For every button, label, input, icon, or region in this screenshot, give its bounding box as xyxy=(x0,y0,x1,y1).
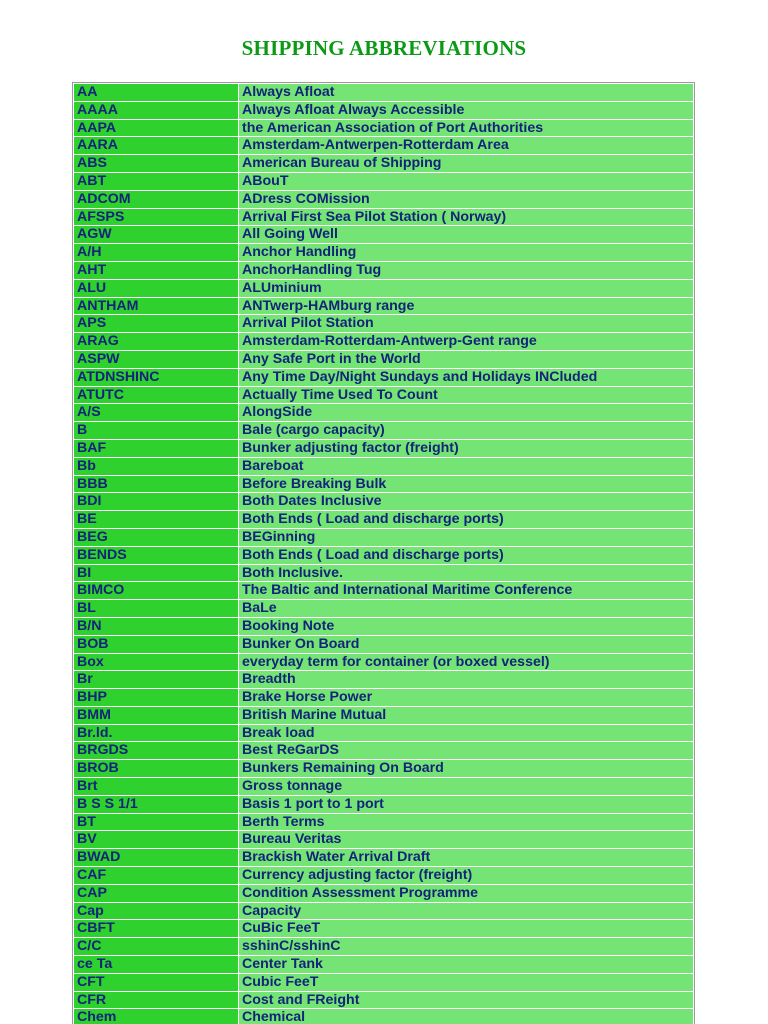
table-row xyxy=(74,404,693,421)
abbreviation-cell: B/N xyxy=(74,618,238,635)
table-row xyxy=(74,831,693,848)
abbreviations-table-body xyxy=(74,84,693,1024)
abbreviation-cell: ARAG xyxy=(74,333,238,350)
meaning-cell: Actually Time Used To Count xyxy=(239,387,693,404)
abbreviation-cell: ABS xyxy=(74,155,238,172)
abbreviation-cell: BEG xyxy=(74,529,238,546)
meaning-cell: Best ReGarDS xyxy=(239,742,693,759)
table-row xyxy=(74,226,693,243)
meaning-cell: Brake Horse Power xyxy=(239,689,693,706)
table-row xyxy=(74,440,693,457)
abbreviation-cell: B xyxy=(74,422,238,439)
table-row xyxy=(74,689,693,706)
abbreviation-cell: Chem xyxy=(74,1009,238,1024)
table-row xyxy=(74,458,693,475)
meaning-cell: the American Association of Port Authorities xyxy=(239,120,693,137)
meaning-cell: Arrival First Sea Pilot Station ( Norway) xyxy=(239,209,693,226)
meaning-cell: Bunkers Remaining On Board xyxy=(239,760,693,777)
table-row xyxy=(74,173,693,190)
table-row xyxy=(74,387,693,404)
abbreviation-cell: A/H xyxy=(74,244,238,261)
meaning-cell: Both Inclusive. xyxy=(239,565,693,582)
table-row xyxy=(74,671,693,688)
meaning-cell: Capacity xyxy=(239,903,693,920)
meaning-cell: ANTwerp-HAMburg range xyxy=(239,298,693,315)
abbreviation-cell: BAF xyxy=(74,440,238,457)
meaning-cell: Break load xyxy=(239,725,693,742)
table-row xyxy=(74,511,693,528)
meaning-cell: Amsterdam-Rotterdam-Antwerp-Gent range xyxy=(239,333,693,350)
table-row xyxy=(74,654,693,671)
meaning-cell: Currency adjusting factor (freight) xyxy=(239,867,693,884)
abbreviation-cell: Br.ld. xyxy=(74,725,238,742)
meaning-cell: Bale (cargo capacity) xyxy=(239,422,693,439)
abbreviation-cell: AAAA xyxy=(74,102,238,119)
abbreviation-cell: AARA xyxy=(74,137,238,154)
abbreviation-cell: ATDNSHINC xyxy=(74,369,238,386)
meaning-cell: Condition Assessment Programme xyxy=(239,885,693,902)
meaning-cell: Both Dates Inclusive xyxy=(239,493,693,510)
table-row xyxy=(74,760,693,777)
meaning-cell: American Bureau of Shipping xyxy=(239,155,693,172)
meaning-cell: Chemical xyxy=(239,1009,693,1024)
abbreviation-cell: BDI xyxy=(74,493,238,510)
abbreviation-cell: Brt xyxy=(74,778,238,795)
abbreviation-cell: AFSPS xyxy=(74,209,238,226)
table-row xyxy=(74,333,693,350)
meaning-cell: Center Tank xyxy=(239,956,693,973)
abbreviation-cell: A/S xyxy=(74,404,238,421)
meaning-cell: Berth Terms xyxy=(239,814,693,831)
abbreviation-cell: ADCOM xyxy=(74,191,238,208)
meaning-cell: Basis 1 port to 1 port xyxy=(239,796,693,813)
table-row xyxy=(74,351,693,368)
abbreviation-cell: AHT xyxy=(74,262,238,279)
abbreviation-cell: BROB xyxy=(74,760,238,777)
table-row xyxy=(74,209,693,226)
abbreviation-cell: APS xyxy=(74,315,238,332)
abbreviation-cell: BL xyxy=(74,600,238,617)
meaning-cell: Bunker On Board xyxy=(239,636,693,653)
table-row xyxy=(74,867,693,884)
table-row xyxy=(74,191,693,208)
meaning-cell: Arrival Pilot Station xyxy=(239,315,693,332)
abbreviations-table xyxy=(73,83,694,1024)
table-row xyxy=(74,422,693,439)
meaning-cell: BEGinning xyxy=(239,529,693,546)
meaning-cell: Any Safe Port in the World xyxy=(239,351,693,368)
table-row xyxy=(74,974,693,991)
meaning-cell: Brackish Water Arrival Draft xyxy=(239,849,693,866)
table-row xyxy=(74,618,693,635)
table-row xyxy=(74,636,693,653)
meaning-cell: Bareboat xyxy=(239,458,693,475)
meaning-cell: AlongSide xyxy=(239,404,693,421)
table-row xyxy=(74,262,693,279)
table-row xyxy=(74,298,693,315)
table-row xyxy=(74,992,693,1009)
abbreviation-cell: CFR xyxy=(74,992,238,1009)
abbreviation-cell: Cap xyxy=(74,903,238,920)
abbreviation-cell: AGW xyxy=(74,226,238,243)
table-row xyxy=(74,600,693,617)
table-row xyxy=(74,920,693,937)
abbreviation-cell: ATUTC xyxy=(74,387,238,404)
table-row xyxy=(74,885,693,902)
table-row xyxy=(74,956,693,973)
table-row xyxy=(74,120,693,137)
abbreviation-cell: BOB xyxy=(74,636,238,653)
meaning-cell: Breadth xyxy=(239,671,693,688)
abbreviation-cell: Box xyxy=(74,654,238,671)
abbreviation-cell: Bb xyxy=(74,458,238,475)
meaning-cell: Booking Note xyxy=(239,618,693,635)
abbreviation-cell: CBFT xyxy=(74,920,238,937)
meaning-cell: Always Afloat xyxy=(239,84,693,101)
table-row xyxy=(74,155,693,172)
meaning-cell: Before Breaking Bulk xyxy=(239,476,693,493)
meaning-cell: Both Ends ( Load and discharge ports) xyxy=(239,511,693,528)
abbreviation-cell: BV xyxy=(74,831,238,848)
meaning-cell: Cost and FReight xyxy=(239,992,693,1009)
meaning-cell: Gross tonnage xyxy=(239,778,693,795)
abbreviation-cell: BT xyxy=(74,814,238,831)
abbreviation-cell: ce Ta xyxy=(74,956,238,973)
meaning-cell: Any Time Day/Night Sundays and Holidays INCluded xyxy=(239,369,693,386)
abbreviation-cell: BI xyxy=(74,565,238,582)
table-row xyxy=(74,1009,693,1024)
abbreviation-cell: Br xyxy=(74,671,238,688)
abbreviation-cell: BWAD xyxy=(74,849,238,866)
table-row xyxy=(74,369,693,386)
abbreviation-cell: AAPA xyxy=(74,120,238,137)
abbreviations-table-container xyxy=(72,82,695,1024)
table-row xyxy=(74,582,693,599)
meaning-cell: Both Ends ( Load and discharge ports) xyxy=(239,547,693,564)
abbreviation-cell: BIMCO xyxy=(74,582,238,599)
table-row xyxy=(74,903,693,920)
table-row xyxy=(74,725,693,742)
abbreviation-cell: ANTHAM xyxy=(74,298,238,315)
meaning-cell: ALUminium xyxy=(239,280,693,297)
meaning-cell: CuBic FeeT xyxy=(239,920,693,937)
abbreviation-cell: BHP xyxy=(74,689,238,706)
table-row xyxy=(74,280,693,297)
meaning-cell: Amsterdam-Antwerpen-Rotterdam Area xyxy=(239,137,693,154)
meaning-cell: British Marine Mutual xyxy=(239,707,693,724)
abbreviation-cell: C/C xyxy=(74,938,238,955)
abbreviation-cell: BMM xyxy=(74,707,238,724)
abbreviation-cell: CAF xyxy=(74,867,238,884)
abbreviation-cell: CAP xyxy=(74,885,238,902)
meaning-cell: Bunker adjusting factor (freight) xyxy=(239,440,693,457)
abbreviation-cell: BBB xyxy=(74,476,238,493)
table-row xyxy=(74,102,693,119)
abbreviation-cell: BE xyxy=(74,511,238,528)
table-row xyxy=(74,778,693,795)
table-row xyxy=(74,137,693,154)
table-row xyxy=(74,244,693,261)
meaning-cell: Always Afloat Always Accessible xyxy=(239,102,693,119)
meaning-cell: ABouT xyxy=(239,173,693,190)
meaning-cell: everyday term for container (or boxed vessel) xyxy=(239,654,693,671)
meaning-cell: All Going Well xyxy=(239,226,693,243)
table-row xyxy=(74,547,693,564)
abbreviation-cell: BENDS xyxy=(74,547,238,564)
meaning-cell: The Baltic and International Maritime Conference xyxy=(239,582,693,599)
table-row xyxy=(74,529,693,546)
abbreviation-cell: B S S 1/1 xyxy=(74,796,238,813)
abbreviation-cell: ABT xyxy=(74,173,238,190)
meaning-cell: AnchorHandling Tug xyxy=(239,262,693,279)
table-row xyxy=(74,84,693,101)
meaning-cell: Anchor Handling xyxy=(239,244,693,261)
table-row xyxy=(74,742,693,759)
table-row xyxy=(74,938,693,955)
table-row xyxy=(74,849,693,866)
abbreviation-cell: ALU xyxy=(74,280,238,297)
abbreviation-cell: AA xyxy=(74,84,238,101)
meaning-cell: Cubic FeeT xyxy=(239,974,693,991)
table-row xyxy=(74,476,693,493)
abbreviation-cell: ASPW xyxy=(74,351,238,368)
meaning-cell: sshinC/sshinC xyxy=(239,938,693,955)
table-row xyxy=(74,707,693,724)
table-row xyxy=(74,565,693,582)
meaning-cell: ADress COMission xyxy=(239,191,693,208)
abbreviation-cell: CFT xyxy=(74,974,238,991)
abbreviation-cell: BRGDS xyxy=(74,742,238,759)
table-row xyxy=(74,814,693,831)
meaning-cell: Bureau Veritas xyxy=(239,831,693,848)
table-row xyxy=(74,493,693,510)
table-row xyxy=(74,796,693,813)
table-row xyxy=(74,315,693,332)
page-title: SHIPPING ABBREVIATIONS xyxy=(241,36,527,60)
meaning-cell: BaLe xyxy=(239,600,693,617)
